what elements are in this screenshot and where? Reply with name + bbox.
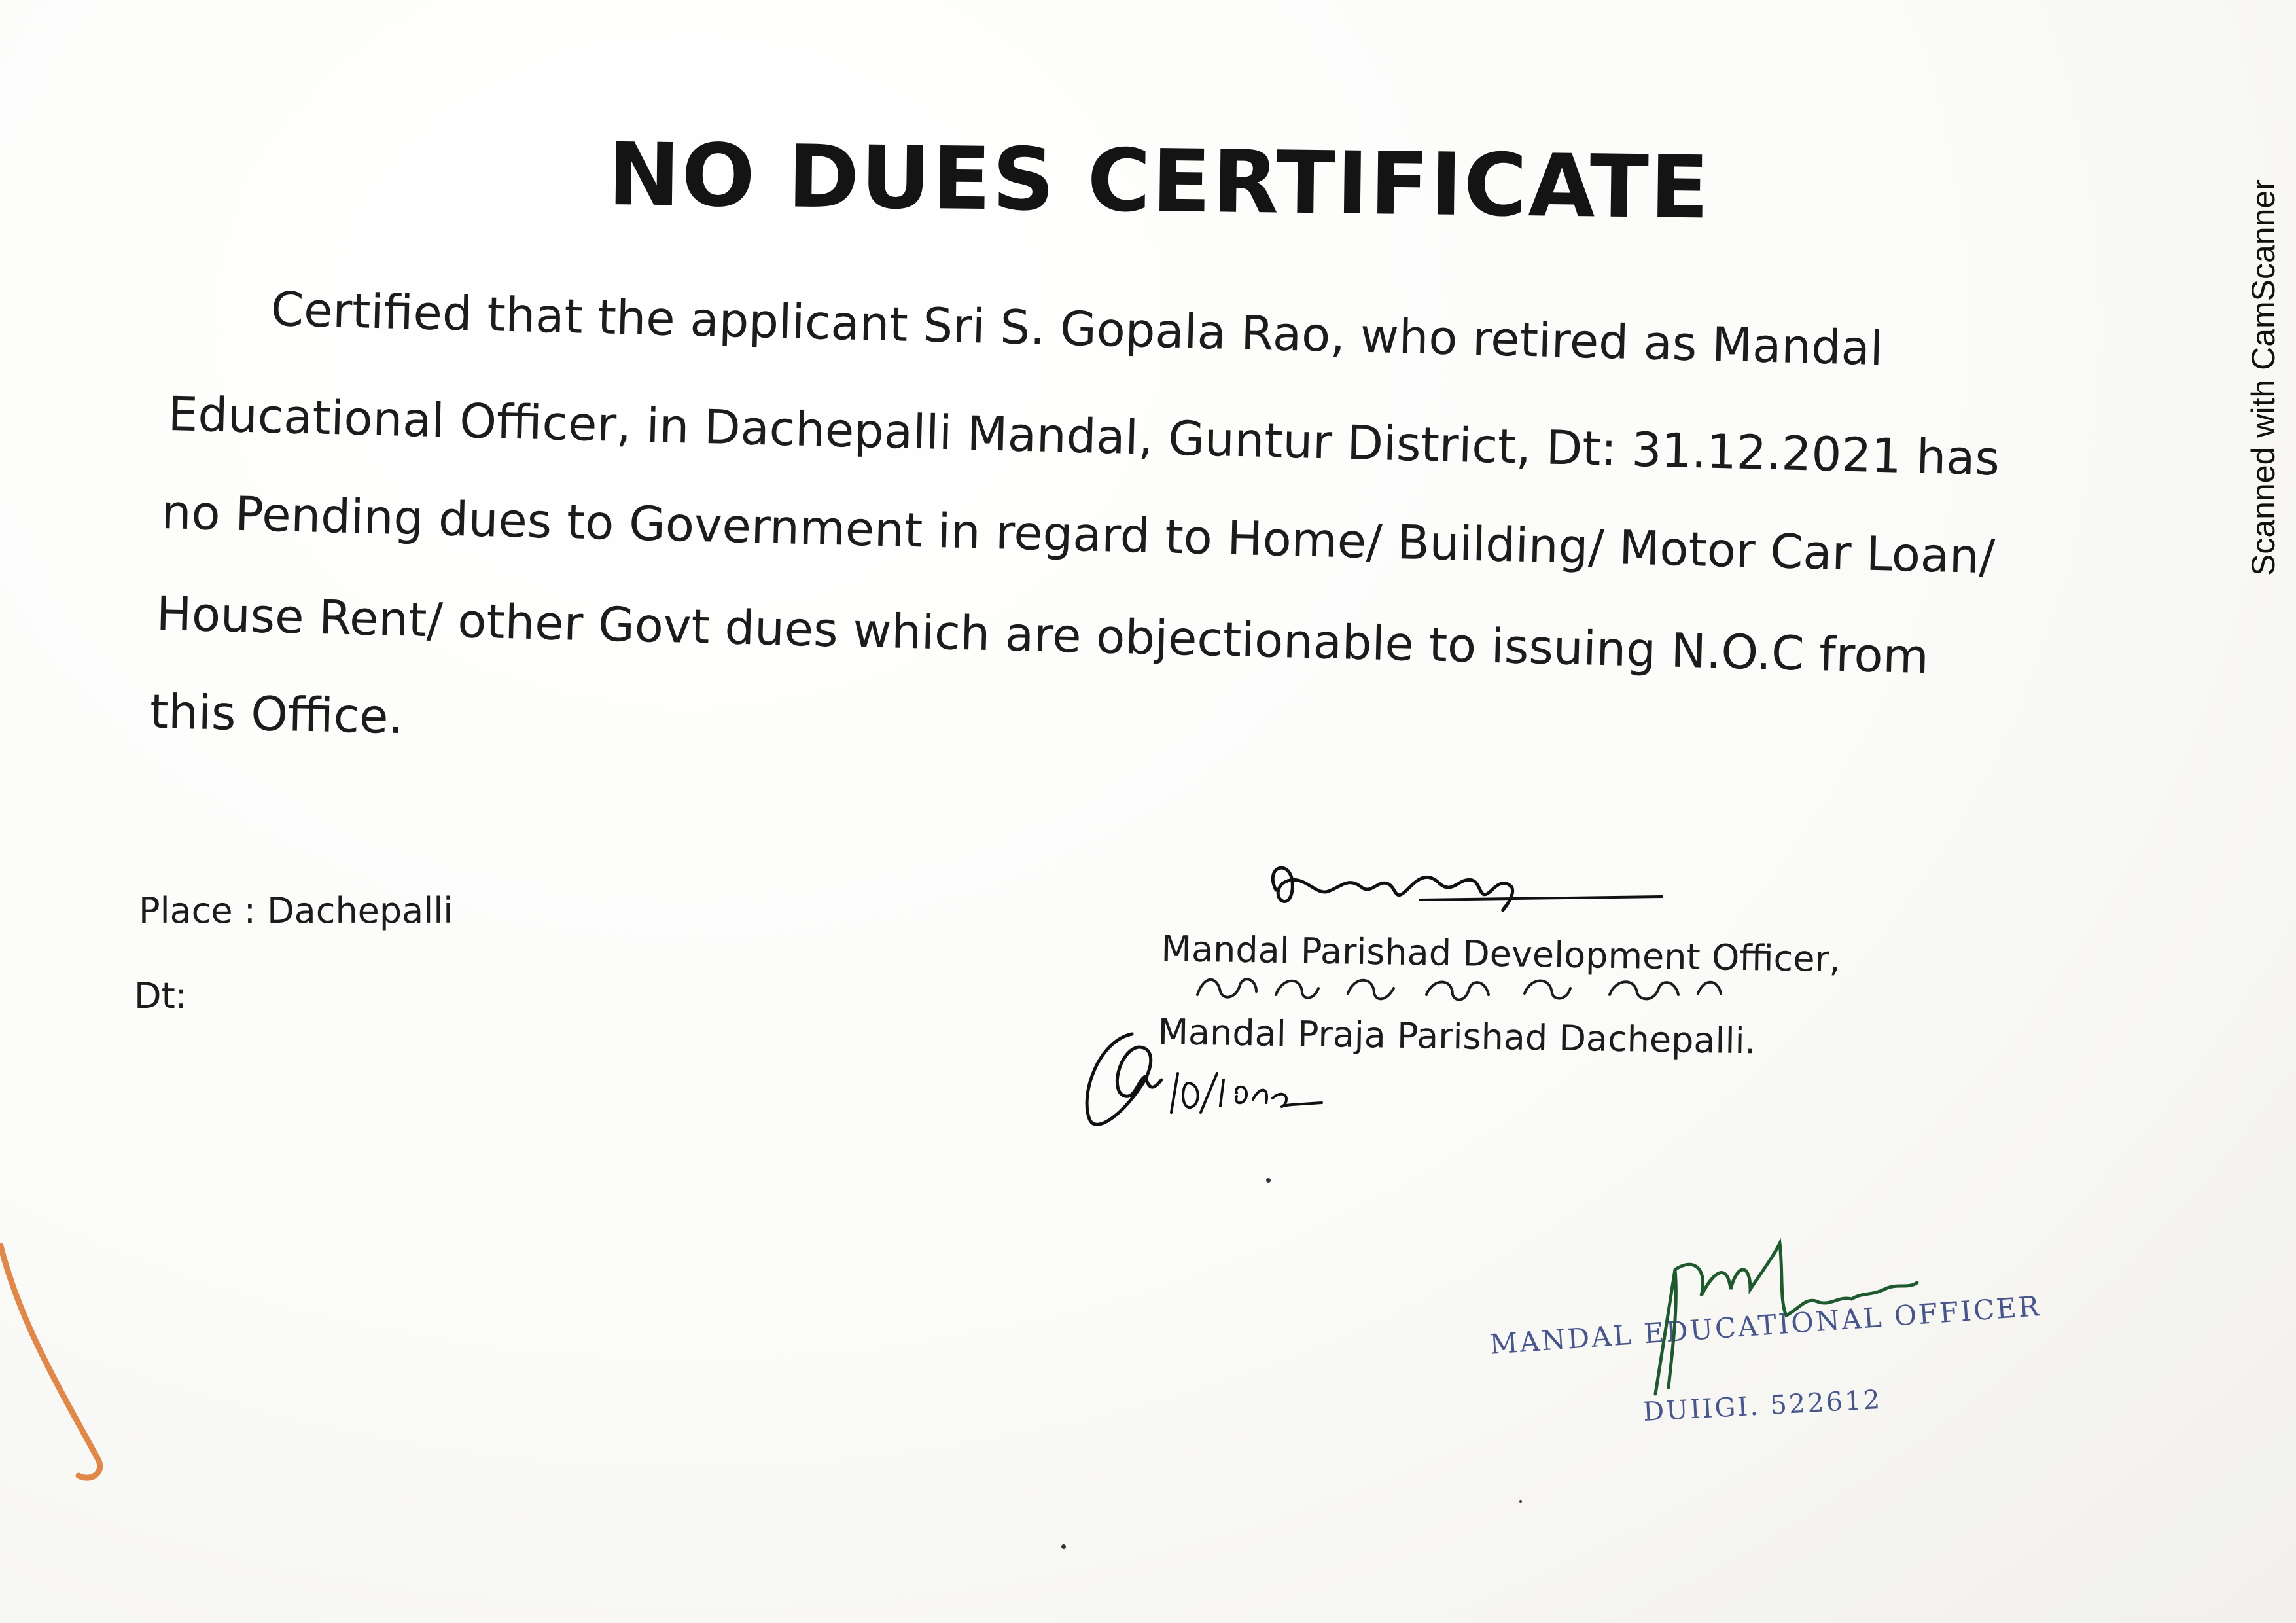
body-line-1: Certified that the applicant Sri S. Gopala Rao, who retired as Mandal	[270, 281, 1884, 376]
certificate-title: NO DUES CERTIFICATE	[607, 124, 1711, 239]
meo-signature	[1610, 1230, 1950, 1400]
body-line-4: House Rent/ other Govt dues which are objectionable to issuing N.O.C from	[155, 586, 1930, 685]
speck	[1061, 1544, 1066, 1549]
orange-thread	[0, 1243, 131, 1505]
mpdo-signature	[1256, 851, 1675, 942]
date-field: Dt:	[134, 975, 187, 1016]
stamp-line-2: DUIIGI. 522612	[1642, 1384, 1883, 1427]
speck	[1266, 1178, 1271, 1183]
handwritten-initials	[1073, 1021, 1374, 1139]
body-line-5: this Office.	[149, 684, 404, 745]
stamp-line-1: MANDAL EDUCATIONAL OFFICER	[1489, 1290, 2042, 1361]
place-field: Place : Dachepalli	[139, 890, 453, 931]
body-line-2: Educational Officer, in Dachepalli Mandal, Guntur District, Dt: 31.12.2021 has	[167, 386, 2000, 486]
telugu-stamp-lettering	[1191, 969, 1727, 1008]
camscanner-watermark: Scanned with CamScanner	[2245, 179, 2282, 576]
designation-line: Mandal Parishad Development Officer,	[1161, 928, 1841, 980]
body-line-3: no Pending dues to Government in regard to Home/ Building/ Motor Car Loan/	[160, 484, 1996, 584]
speck	[1519, 1500, 1522, 1503]
telugu-stamp	[1191, 969, 1727, 1008]
office-line: Mandal Praja Parishad Dachepalli.	[1157, 1011, 1757, 1062]
